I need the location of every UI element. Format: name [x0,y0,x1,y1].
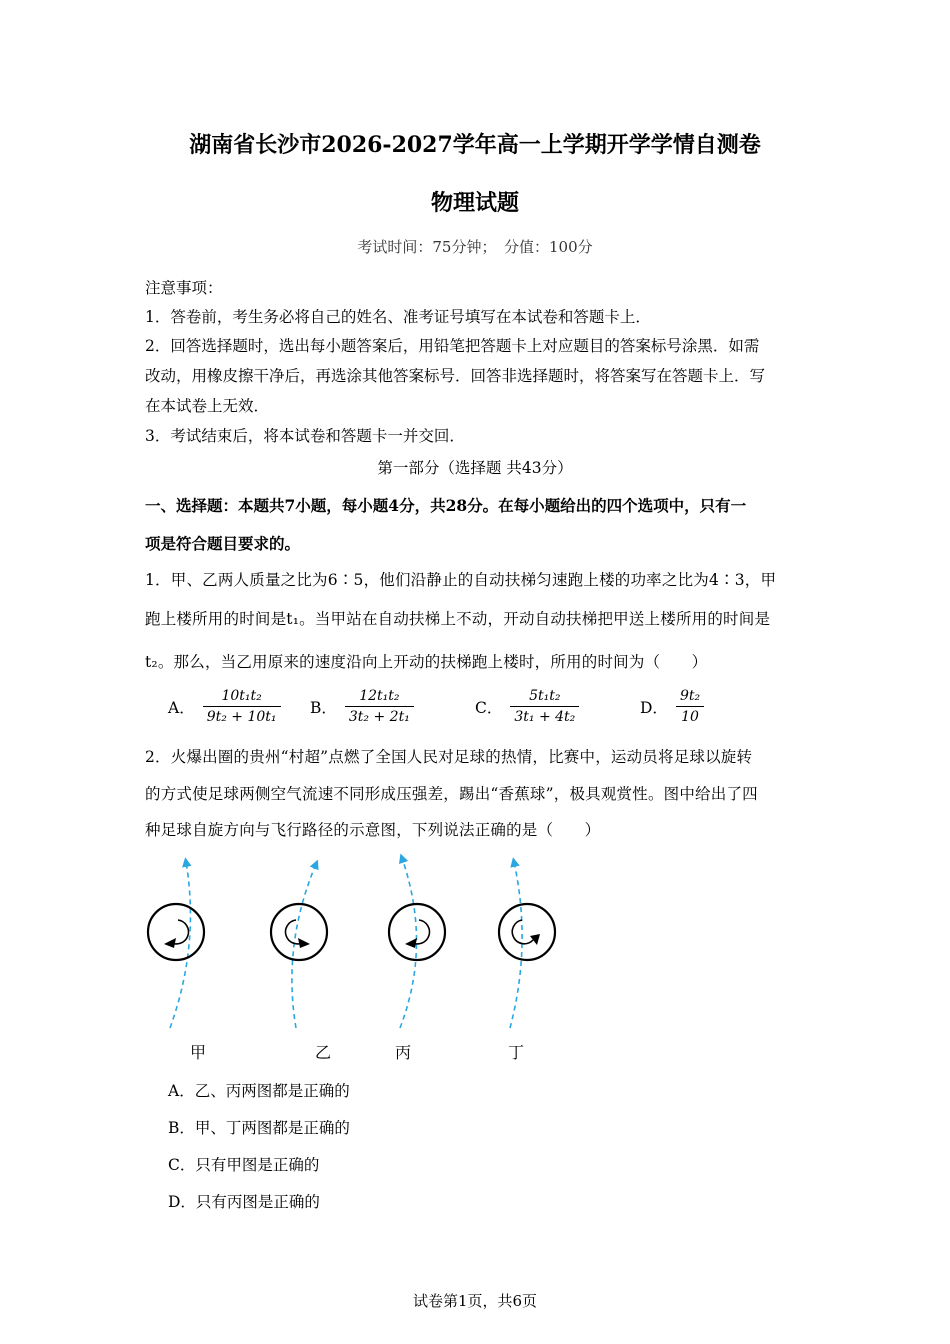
section-instructions-line-2: 项是符合题目要求的。 [145,534,301,553]
q2-line-2: 的方式使足球两侧空气流速不同形成压强差，踢出“香蕉球”，极具观赏性。图中给出了四 [145,785,758,803]
flight-path [510,862,522,1028]
figure-label-yi: 乙 [315,1043,332,1062]
ball-outer [148,904,204,960]
notice-item-2-line-2: 改动，用橡皮擦干净后，再选涂其他答案标号．回答非选择题时，将答案写在答题卡上．写 [145,367,766,385]
q2-option-c[interactable]: C．只有甲图是正确的 [168,1156,320,1174]
exam-info: 考试时间：75分钟； 分值：100分 [357,238,593,256]
figure-label-jia: 甲 [190,1043,207,1062]
figure-label-ding: 丁 [508,1043,525,1062]
notice-heading: 注意事项： [145,279,223,297]
fraction-denominator: 10 [681,709,699,725]
q1-line-1: 1．甲、乙两人质量之比为6∶5，他们沿静止的自动扶梯匀速跑上楼的功率之比为4∶3，甲 [145,571,777,589]
spin-arrowhead [298,938,310,948]
q2-line-3: 种足球自旋方向与飞行路径的示意图，下列说法正确的是（ ） [145,821,601,839]
exam-title: 湖南省长沙市2026-2027学年高一上学期开学学情自测卷 [189,132,761,158]
notice-item-3: 3．考试结束后，将本试卷和答题卡一并交回． [145,427,465,445]
ball-outer [271,904,327,960]
ball-outer [499,904,555,960]
option-label: C． [475,698,503,717]
q1-option-d[interactable] [640,686,704,727]
spin-arrowhead [405,938,417,948]
q1-line-2: 跑上楼所用的时间是t₁。当甲站在自动扶梯上不动，开动自动扶梯把甲送上楼所用的时间是 [145,610,771,628]
spin-arrowhead [530,934,540,945]
fraction-denominator: 3t₂ + 2t₁ [348,709,410,725]
option-label: B． [310,698,337,717]
ball-outer [389,904,445,960]
fraction-denominator: 9t₂ + 10t₁ [206,709,277,725]
subject-title: 物理试题 [430,190,519,216]
q1-line-3: t₂。那么，当乙用原来的速度沿向上开动的扶梯跑上楼时，所用的时间为（ ） [145,653,708,671]
figure-bing [389,858,445,1028]
page-footer: 试卷第1页，共6页 [412,1292,538,1310]
figure-ding [499,862,555,1028]
part-heading: 第一部分（选择题 共43分） [377,459,573,477]
q2-option-d[interactable]: D．只有丙图是正确的 [168,1193,320,1211]
notice-item-1: 1．答卷前，考生务必将自己的姓名、准考证号填写在本试卷和答题卡上． [145,308,651,326]
figure-jia [148,862,204,1028]
fraction [203,686,281,727]
q2-option-a[interactable]: A．乙、丙两图都是正确的 [168,1082,350,1100]
option-label: D． [640,698,668,717]
fraction [676,686,704,727]
q1-option-c[interactable] [475,686,579,727]
fraction-numerator: 12t₁t₂ [345,686,414,707]
fraction-numerator: 9t₂ [676,686,704,707]
q1-option-a[interactable] [168,686,281,727]
spin-figure [0,850,950,1040]
figure-label-bing: 丙 [395,1043,412,1062]
notice-item-2-line-1: 2．回答选择题时，选出每小题答案后，用铅笔把答题卡上对应题目的答案标号涂黑．如需 [145,337,760,355]
spin-arrow [512,920,533,944]
section-instructions-line-1: 一、选择题：本题共7小题，每小题4分，共28分。在每小题给出的四个选项中，只有一 [145,496,747,515]
q1-option-b[interactable] [310,686,414,727]
fraction-numerator: 10t₁t₂ [203,686,281,707]
fraction-denominator: 3t₁ + 4t₂ [514,709,576,725]
fraction [510,686,579,727]
notice-item-2-line-3: 在本试卷上无效． [145,397,270,415]
q2-option-b[interactable]: B．甲、丁两图都是正确的 [168,1119,350,1137]
fraction-numerator: 5t₁t₂ [510,686,579,707]
figure-yi [271,864,327,1028]
spin-arrowhead [164,938,176,948]
q2-line-1: 2．火爆出圈的贵州“村超”点燃了全国人民对足球的热情，比赛中，运动员将足球以旋转 [145,748,753,766]
option-label: A． [168,698,195,717]
fraction [345,686,414,727]
